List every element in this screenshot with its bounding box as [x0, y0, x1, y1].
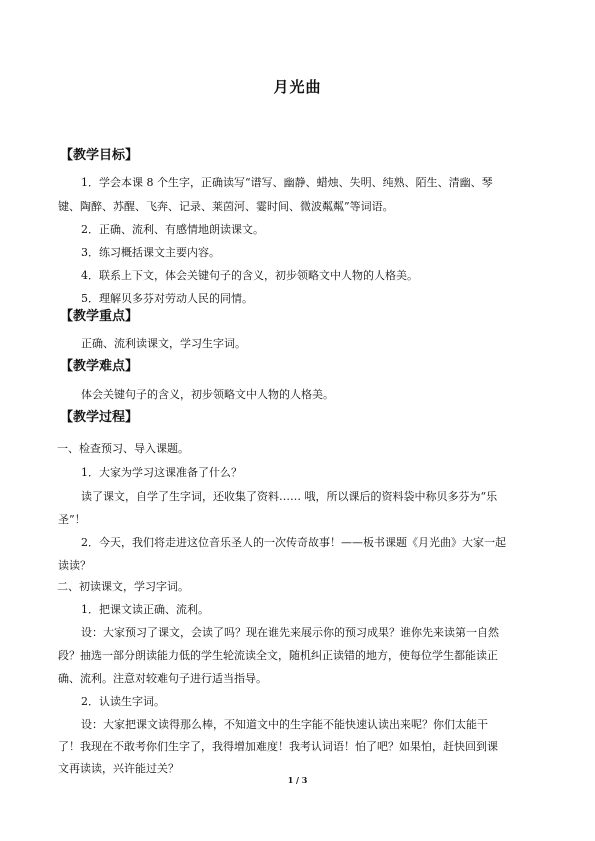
process-line: 2．认读生字词。	[81, 695, 165, 708]
goal-item: 5．理解贝多芬对劳动人民的同情。	[81, 292, 253, 305]
section-heading-key-points: 【教学重点】	[60, 309, 139, 324]
process-step-title: 二、初读课文，学习字词。	[57, 580, 189, 593]
process-line-continued: 段？抽选一部分朗读能力低的学生轮流读全文，随机纠正读错的地方，使每位学生都能读正	[58, 649, 498, 662]
goal-item-continued: 键、陶醉、苏醒、飞奔、记录、莱茵河、霎时间、微波粼粼”等词语。	[58, 200, 394, 213]
process-line: 设：大家预习了课文，会读了吗？现在谁先来展示你的预习成果？谁你先来读第一自然	[81, 626, 499, 639]
process-line-continued: 圣”！	[58, 513, 86, 526]
page-title: 月光曲	[273, 78, 322, 96]
section-heading-difficulties: 【教学难点】	[60, 359, 139, 374]
process-line-continued: 确、流利。注意对较难句子进行适当指导。	[58, 672, 267, 685]
process-line: 2．今天，我们将走进这位音乐圣人的一次传奇故事！——板书课题《月光曲》大家一起	[81, 536, 506, 549]
difficulties-text: 体会关键句子的含义，初步领略文中人物的人格美。	[81, 388, 334, 401]
page-number: 1 / 3	[287, 775, 308, 785]
process-step-title: 一、检查预习、导入课题。	[57, 442, 189, 455]
process-line-continued: 读读？	[58, 559, 91, 572]
process-line: 设：大家把课文读得那么棒，不知道文中的生字能不能快速认读出来呢？你们太能干	[81, 718, 488, 731]
process-line: 1．把课文读正确、流利。	[81, 603, 209, 616]
goal-item: 3．练习概括课文主要内容。	[81, 246, 220, 259]
process-line-continued: 文再读读，兴许能过关？	[58, 762, 179, 775]
section-heading-process: 【教学过程】	[60, 410, 139, 425]
process-line-continued: 了！我现在不敢考你们生字了，我得增加难度！我考认词语！怕了吧？如果怕，赶快回到课	[58, 740, 498, 753]
goal-item: 2．正确、流利、有感情地朗读课文。	[81, 223, 264, 236]
process-line: 读了课文，自学了生字词，还收集了资料…… 哦，所以课后的资料袋中称贝多芬为“乐	[81, 490, 498, 503]
key-points-text: 正确、流利读课文，学习生字词。	[81, 337, 246, 350]
goal-item: 1．学会本课 8 个生字，正确读写“谱写、幽静、蜡烛、失明、纯熟、陌生、清幽、琴	[81, 176, 493, 189]
process-line: 1．大家为学习这课准备了什么？	[81, 466, 242, 479]
section-heading-goals: 【教学目标】	[60, 148, 139, 163]
goal-item: 4．联系上下文，体会关键句子的含义，初步领略文中人物的人格美。	[81, 269, 418, 282]
